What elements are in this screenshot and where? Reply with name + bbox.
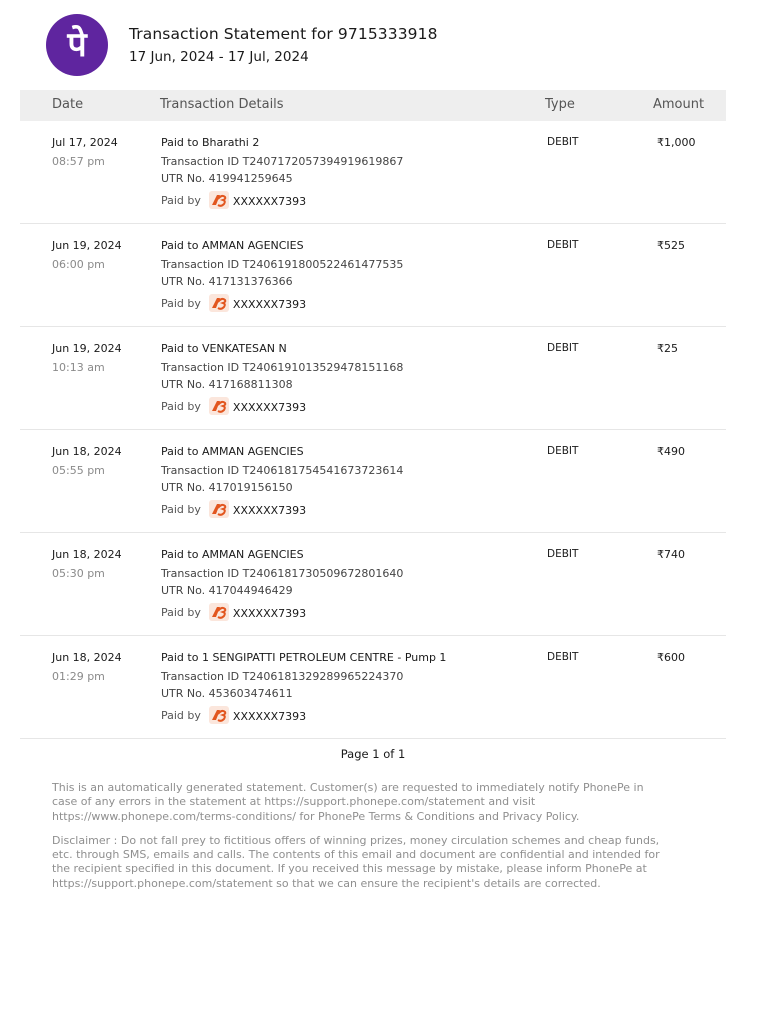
row-transaction-id: Transaction ID T2406181754541673723614 [161, 464, 404, 477]
row-date: Jun 18, 2024 [52, 548, 122, 561]
row-type: DEBIT [547, 445, 579, 457]
row-date: Jun 18, 2024 [52, 651, 122, 664]
row-utr: UTR No. 453603474611 [161, 687, 293, 700]
row-transaction-id: Transaction ID T2406191800522461477535 [161, 258, 404, 271]
row-time: 08:57 pm [52, 155, 105, 168]
bank-logo-icon [209, 706, 229, 724]
row-amount: ₹1,000 [657, 136, 696, 149]
row-transaction-id: Transaction ID T2406181329289965224370 [161, 670, 404, 683]
row-date: Jun 19, 2024 [52, 239, 122, 252]
row-paid-by [161, 603, 306, 621]
row-amount: ₹25 [657, 342, 678, 355]
row-date: Jul 17, 2024 [52, 136, 118, 149]
row-date: Jun 19, 2024 [52, 342, 122, 355]
row-utr: UTR No. 417019156150 [161, 481, 293, 494]
row-type: DEBIT [547, 651, 579, 663]
row-utr: UTR No. 417168811308 [161, 378, 293, 391]
table-row [20, 636, 726, 739]
bank-logo-icon [209, 603, 229, 621]
row-amount: ₹490 [657, 445, 685, 458]
row-account: XXXXXX7393 [232, 194, 307, 208]
footer [52, 781, 662, 901]
row-payee: Paid to AMMAN AGENCIES [161, 445, 304, 458]
column-header-type: Type [545, 97, 575, 112]
paid-by-label: Paid by [161, 399, 201, 413]
row-paid-by [161, 706, 306, 724]
statement-header [129, 25, 438, 65]
row-date: Jun 18, 2024 [52, 445, 122, 458]
table-row [20, 327, 726, 430]
footer-disclaimer: Disclaimer : Do not fall prey to fictitious offers of winning prizes, money circulation schemes and cheap funds, etc. through SMS, emails and calls. The contents of this email and document are confidential and intended for the recipient specified in this document. If you received this message by mistake, please inform PhonePe at https://support.phonepe.com/statement so that we can ensure the recipient's details are corrected. [52, 833, 660, 890]
row-type: DEBIT [547, 239, 579, 251]
row-account: XXXXXX7393 [232, 606, 307, 620]
paid-by-label: Paid by [161, 502, 201, 516]
row-payee: Paid to Bharathi 2 [161, 136, 260, 149]
table-row [20, 224, 726, 327]
statement-period: 17 Jun, 2024 - 17 Jul, 2024 [129, 49, 309, 65]
footer-notice: This is an automatically generated statement. Customer(s) are requested to immediately notify PhonePe in case of any errors in the statement at https://support.phonepe.com/statement and visit https://www.phonepe.com/terms-conditions/ for PhonePe Terms & Conditions and Privacy Policy. [52, 781, 644, 823]
paid-by-label: Paid by [161, 605, 201, 619]
row-payee: Paid to AMMAN AGENCIES [161, 548, 304, 561]
row-amount: ₹525 [657, 239, 685, 252]
row-transaction-id: Transaction ID T2406191013529478151168 [161, 361, 404, 374]
bank-logo-icon [209, 500, 229, 518]
row-type: DEBIT [547, 342, 579, 354]
paid-by-label: Paid by [161, 296, 201, 310]
transaction-list [20, 121, 726, 739]
table-row [20, 121, 726, 224]
paid-by-label: Paid by [161, 193, 201, 207]
column-header-amount: Amount [653, 97, 705, 112]
row-amount: ₹740 [657, 548, 685, 561]
page-title: Transaction Statement for 9715333918 [129, 25, 438, 43]
row-account: XXXXXX7393 [232, 503, 307, 517]
row-paid-by [161, 500, 306, 518]
row-time: 01:29 pm [52, 670, 105, 683]
row-utr: UTR No. 417131376366 [161, 275, 293, 288]
row-paid-by [161, 191, 306, 209]
row-transaction-id: Transaction ID T2406181730509672801640 [161, 567, 404, 580]
row-payee: Paid to VENKATESAN N [161, 342, 287, 355]
row-utr: UTR No. 419941259645 [161, 172, 293, 185]
phonepe-logo-icon [46, 14, 108, 76]
table-row [20, 533, 726, 636]
row-time: 05:30 pm [52, 567, 105, 580]
row-transaction-id: Transaction ID T2407172057394919619867 [161, 155, 404, 168]
row-time: 06:00 pm [52, 258, 105, 271]
page-indicator: Page 1 of 1 [340, 747, 406, 761]
column-header-date: Date [52, 97, 84, 112]
row-amount: ₹600 [657, 651, 685, 664]
table-header [20, 90, 726, 121]
svg-text:पे: पे [67, 25, 87, 65]
row-time: 05:55 pm [52, 464, 105, 477]
row-account: XXXXXX7393 [232, 400, 307, 414]
bank-logo-icon [209, 191, 229, 209]
row-type: DEBIT [547, 548, 579, 560]
row-payee: Paid to AMMAN AGENCIES [161, 239, 304, 252]
paid-by-label: Paid by [161, 708, 201, 722]
column-header-details: Transaction Details [160, 97, 284, 112]
row-type: DEBIT [547, 136, 579, 148]
row-account: XXXXXX7393 [232, 297, 307, 311]
bank-logo-icon [209, 397, 229, 415]
bank-logo-icon [209, 294, 229, 312]
row-utr: UTR No. 417044946429 [161, 584, 293, 597]
row-time: 10:13 am [52, 361, 105, 374]
row-payee: Paid to 1 SENGIPATTI PETROLEUM CENTRE - Pump 1 [161, 651, 447, 664]
row-account: XXXXXX7393 [232, 709, 307, 723]
row-paid-by [161, 397, 306, 415]
table-row [20, 430, 726, 533]
row-paid-by [161, 294, 306, 312]
